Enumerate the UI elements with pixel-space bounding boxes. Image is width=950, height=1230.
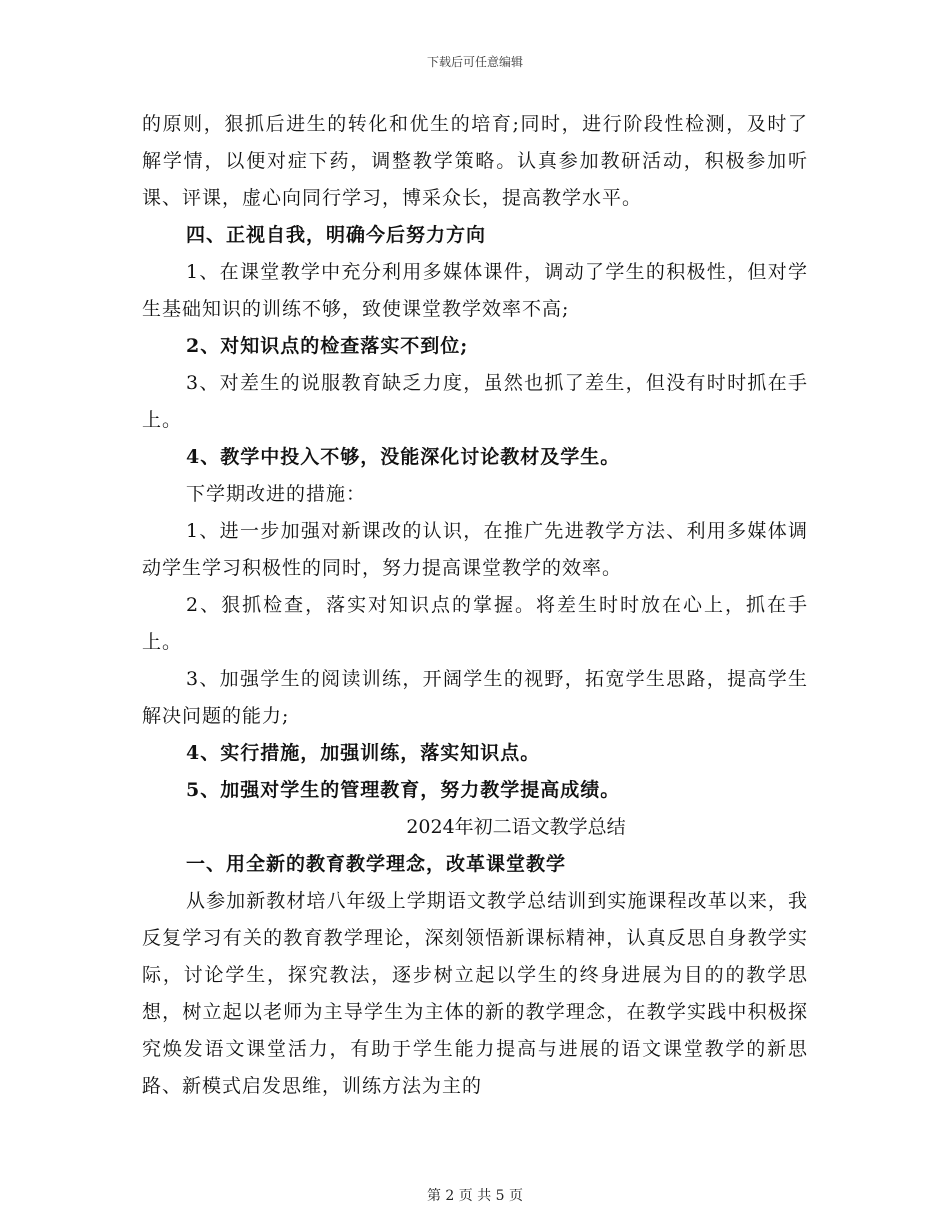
paragraph-measure-4: 4、实行措施，加强训练，落实知识点。: [186, 742, 541, 764]
paragraph-item-3: 3、对差生的说服教育缺乏力度，虽然也抓了差生，但没有时时抓在手上。: [142, 372, 808, 431]
paragraph-measure-2: 2、狠抓检查，落实对知识点的掌握。将差生时时放在心上，抓在手上。: [142, 594, 808, 653]
paragraph-item-4: 4、教学中投入不够，没能深化讨论教材及学生。: [186, 446, 621, 468]
document-title: 2024年初二语文教学总结: [406, 816, 626, 838]
paragraph-measure-1: 1、进一步加强对新课改的认识，在推广先进教学方法、利用多媒体调动学生学习积极性的同时，努力提高课堂教学的效率。: [142, 520, 808, 579]
paragraph-body: 从参加新教材培八年级上学期语文教学总结训到实施课程改革以来，我反复学习有关的教育教学理论，深刻领悟新课标精神，认真反思自身教学实际，讨论学生，探究教法，逐步树立起以学生的终身进展为目的的教学思想，树立起以老师为主导学生为主体的新的教学理念，在教学实践中积极探究焕发语文课堂活力，有助于学生能力提高与进展的语文课堂教学的新思路、新模式启发思维，训练方法为主的: [142, 890, 808, 1097]
page-header: 下载后可任意编辑: [426, 55, 523, 69]
paragraph-measure-3: 3、加强学生的阅读训练，开阔学生的视野，拓宽学生思路，提高学生解决问题的能力;: [142, 668, 808, 727]
paragraph-continuation: 的原则，狠抓后进生的转化和优生的培育;同时，进行阶段性检测，及时了解学情，以便对症下药，调整教学策略。认真参加教研活动，积极参加听课、评课，虚心向同行学习，博采众长，提高教学水平。: [142, 113, 808, 209]
paragraph-item-2: 2、对知识点的检查落实不到位;: [186, 335, 469, 357]
document-body: [142, 106, 808, 1105]
paragraph-improvement-intro: 下学期改进的措施：: [186, 483, 367, 505]
paragraph-item-1: 1、在课堂教学中充分利用多媒体课件，调动了学生的积极性，但对学生基础知识的训练不够，致使课堂教学效率不高;: [142, 261, 808, 320]
paragraph-measure-5: 5、加强对学生的管理教育，努力教学提高成绩。: [186, 779, 621, 801]
section-heading-1: 一、用全新的教育教学理念，改革课堂教学: [186, 853, 567, 875]
page-footer: 第 2 页 共 5 页: [426, 1188, 524, 1204]
section-heading-4: 四、正视自我，明确今后努力方向: [186, 224, 487, 246]
